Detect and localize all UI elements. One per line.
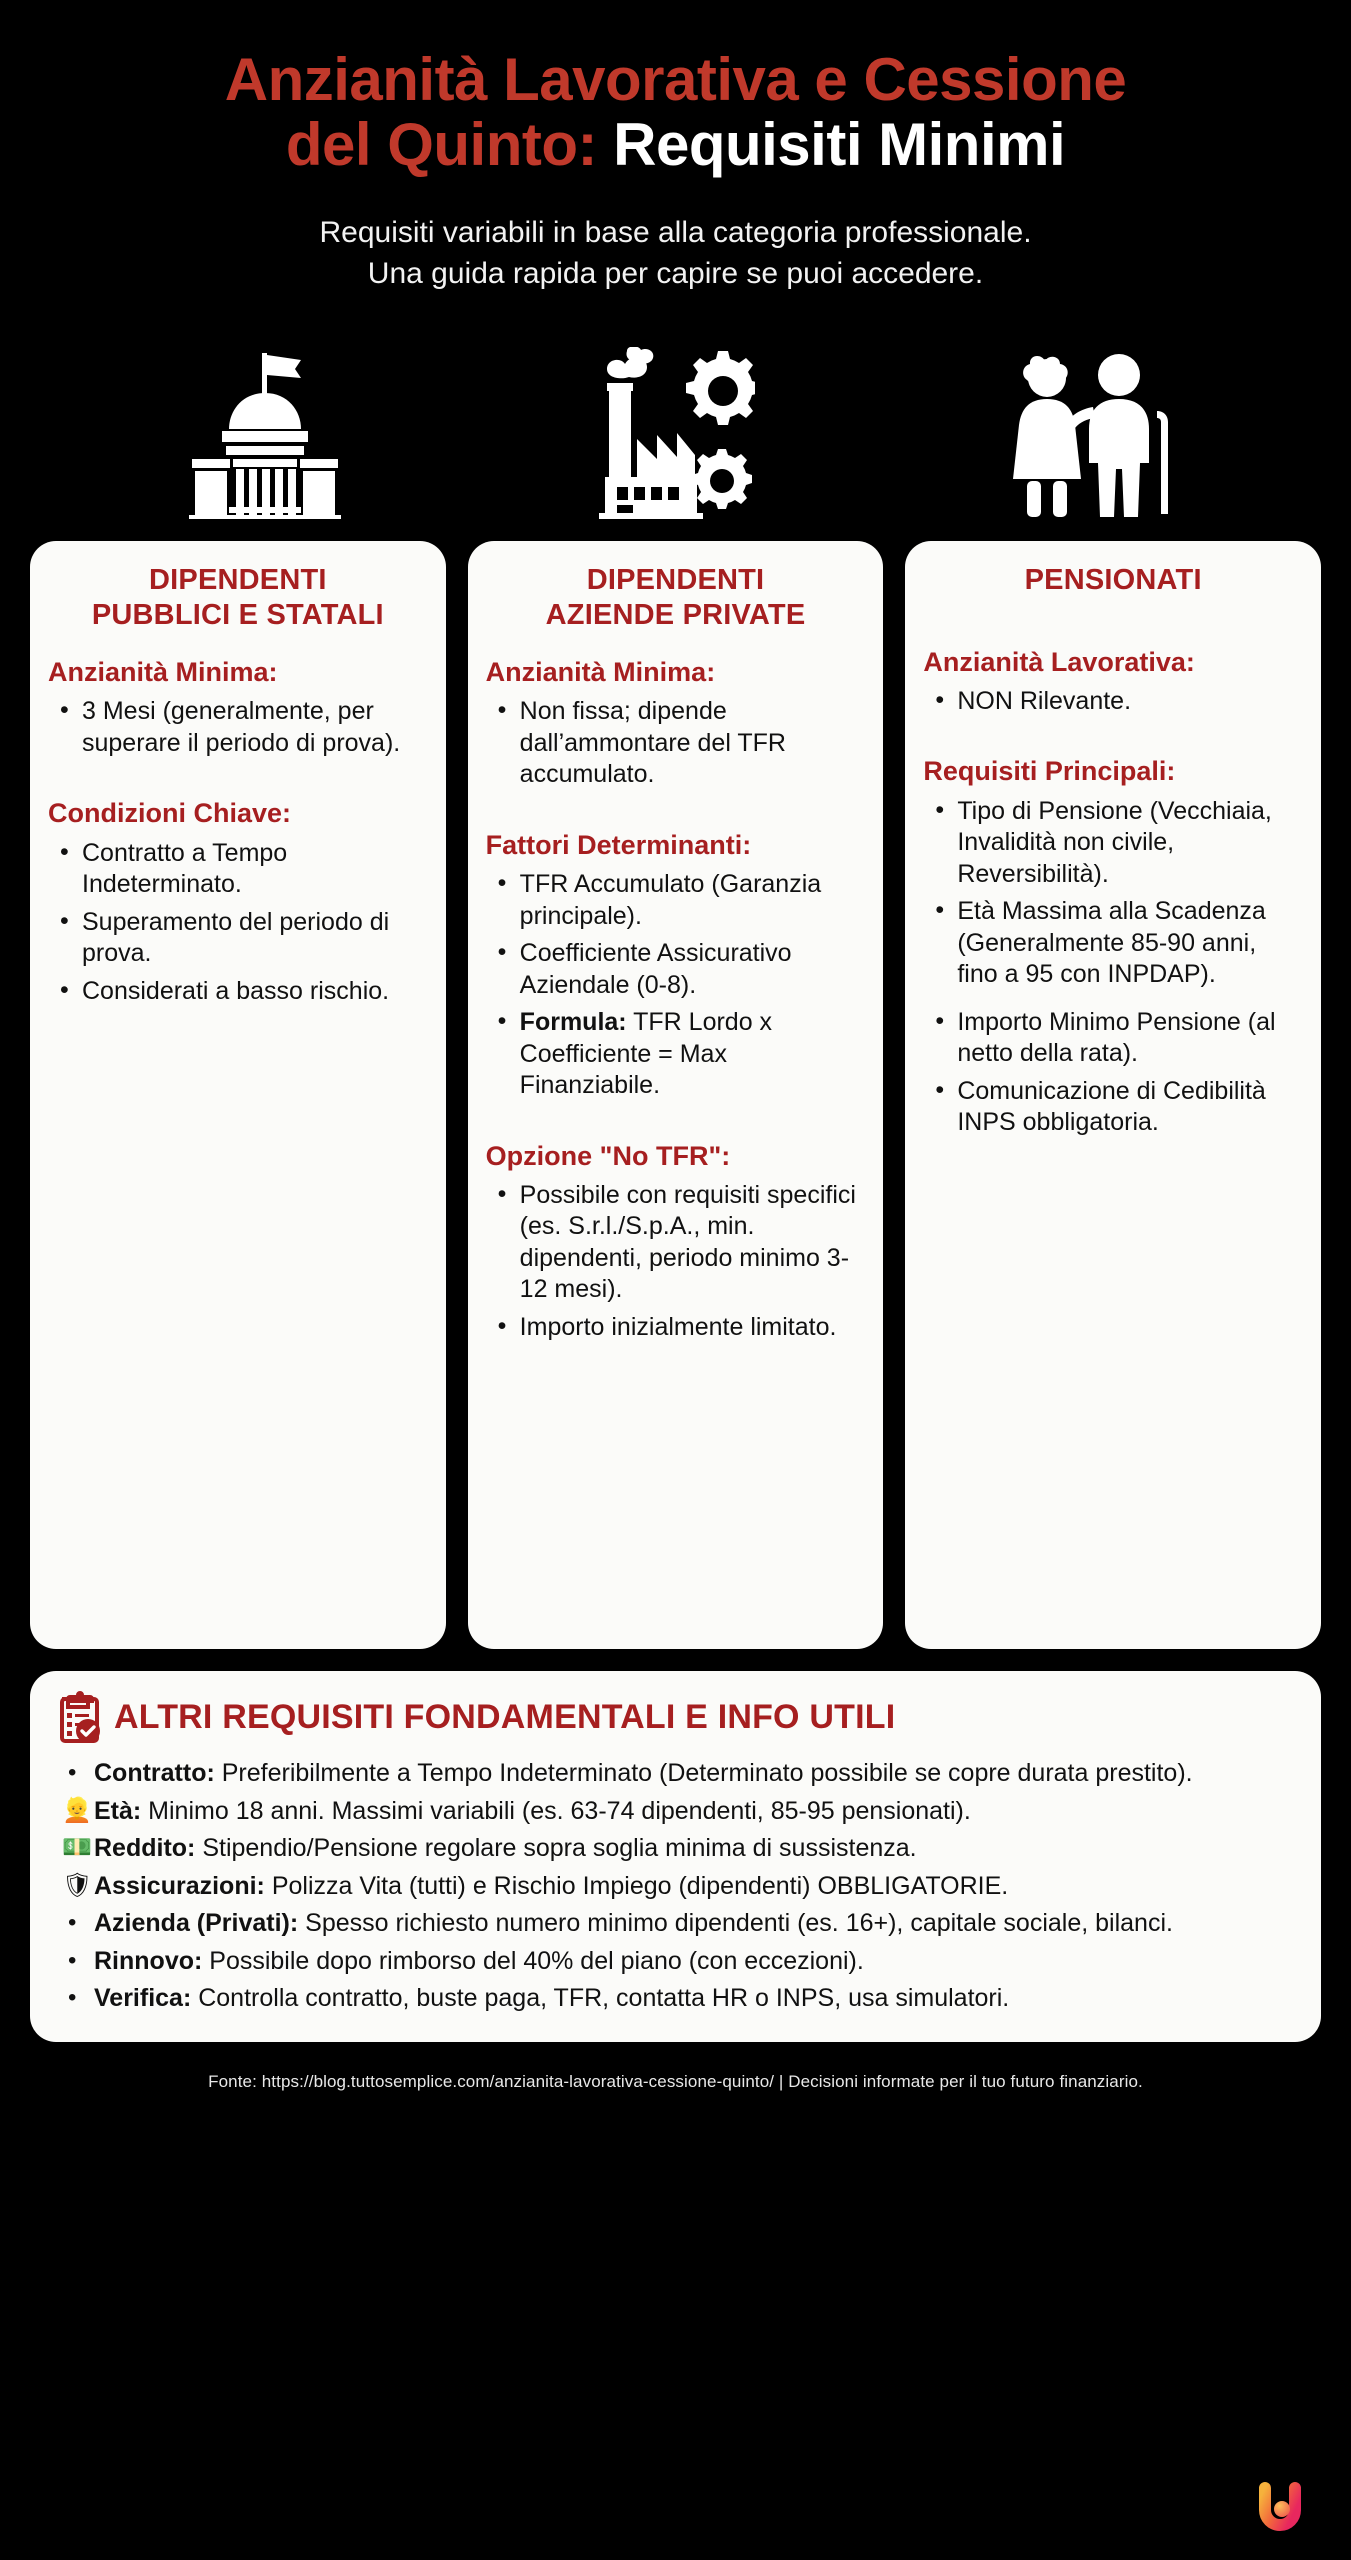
list-item: • Possibile con requisiti specifici (es. S.r.l./S.p.A., min. dipendenti, periodo minimo 3-12 mesi). — [490, 1180, 866, 1306]
spacer — [48, 759, 428, 777]
card-title — [923, 563, 1303, 597]
list-item: • Contratto a Tempo Indeterminato. — [52, 838, 428, 901]
list-item — [56, 1907, 1295, 1940]
government-building-icon — [189, 347, 341, 519]
list-item — [56, 1870, 1295, 1903]
list-item-text: Possibile dopo rimborso del 40% del piano (con eccezioni). — [202, 1946, 864, 1975]
section-list — [927, 790, 1303, 1139]
list-item: • 3 Mesi (generalmente, per superare il periodo di prova). — [52, 696, 428, 759]
icon-cell-private — [472, 347, 878, 519]
list-item: • Comunicazione di Cedibilità INPS obbligatoria. — [927, 1076, 1303, 1139]
list-item-bold: Formula: — [519, 1008, 627, 1037]
list-item — [56, 1982, 1295, 2015]
section-list — [490, 1174, 866, 1344]
subtitle-line-1: Requisiti variabili in base alla categoria professionale. — [319, 215, 1032, 249]
u-logo-icon — [1249, 2476, 1311, 2538]
section-heading: Fattori Determinanti: — [485, 829, 752, 860]
list-item: • Coefficiente Assicurativo Aziendale (0-8). — [490, 938, 866, 1001]
footer-source: Fonte: https://blog.tuttosemplice.com/anzianita-lavorativa-cessione-quinto/ | Decisioni informate per il tuo futuro finanziario. — [208, 2071, 1143, 2091]
spacer — [486, 1102, 866, 1120]
section-list — [52, 832, 428, 1008]
spacer — [486, 791, 866, 809]
list-item: • Considerati a basso rischio. — [52, 976, 428, 1008]
panel-header — [56, 1691, 1295, 1743]
section-heading: Anzianità Lavorativa: — [923, 646, 1195, 677]
spacer — [923, 608, 1303, 626]
list-item-text: TFR Lordo x Coefficiente = Max Finanziabile. — [519, 1008, 773, 1100]
page-title — [40, 48, 1311, 178]
section-heading: Requisiti Principali: — [923, 756, 1176, 787]
card-dipendenti-privati — [468, 541, 884, 1649]
section-list — [52, 690, 428, 759]
card-title-line1: DIPENDENTI — [586, 564, 765, 597]
card-title-line2: AZIENDE PRIVATE — [545, 598, 806, 631]
list-item: • Importo inizialmente limitato. — [490, 1312, 866, 1344]
section-list — [927, 680, 1303, 718]
person-emoji: 👱 — [62, 1796, 92, 1824]
list-item: • NON Rilevante. — [927, 686, 1303, 718]
title-line-1: Anzianità Lavorativa e Cessione — [224, 46, 1127, 113]
list-item — [56, 1757, 1295, 1790]
list-item-bold: Azienda (Privati): — [94, 1909, 299, 1938]
card-pensionati — [905, 541, 1321, 1649]
list-item-bold: Verifica: — [94, 1984, 192, 2013]
icon-cell-pensioners — [883, 347, 1289, 519]
list-item: • Importo Minimo Pensione (al netto della rata). — [927, 1007, 1303, 1070]
card-title-line1: DIPENDENTI — [149, 564, 327, 597]
section-heading: Anzianità Minima: — [48, 656, 278, 687]
list-item: • Non fissa; dipende dall’ammontare del TFR accumulato. — [490, 696, 866, 791]
icon-cell-public — [62, 347, 468, 519]
list-item-bold: Rinnovo: — [94, 1946, 203, 1975]
list-item-text: Polizza Vita (tutti) e Rischio Impiego (dipendenti) OBBLIGATORIE. — [264, 1871, 1009, 1900]
panel-title: ALTRI REQUISITI FONDAMENTALI E INFO UTILI — [114, 1697, 896, 1736]
other-requirements-panel — [30, 1671, 1321, 2042]
factory-gears-icon — [595, 347, 755, 519]
section-heading: Condizioni Chiave: — [48, 798, 291, 829]
gear-small — [692, 449, 752, 509]
list-item — [490, 1007, 866, 1102]
header — [0, 0, 1351, 294]
list-item-bold: Assicurazioni: — [94, 1871, 265, 1900]
list-item — [56, 1795, 1295, 1828]
title-line-2-red: del Quinto: — [285, 110, 614, 178]
subtitle — [40, 212, 1311, 295]
list-item-text: Controlla contratto, buste paga, TFR, contatta HR o INPS, usa simulatori. — [191, 1984, 1010, 2013]
subtitle-line-2: Una guida rapida per capire se puoi accedere. — [367, 256, 984, 290]
bullet-dot: • — [68, 1759, 77, 1787]
panel-list — [56, 1757, 1295, 2015]
shield-emoji: 🛡 — [62, 1871, 93, 1899]
title-line-2-white: Requisiti Minimi — [613, 110, 1066, 178]
list-item — [56, 1945, 1295, 1978]
section-heading: Opzione "No TFR": — [485, 1140, 731, 1171]
list-item — [56, 1832, 1295, 1865]
elderly-man-figure — [1066, 354, 1167, 517]
elderly-woman-figure — [1013, 356, 1081, 517]
brand-logo — [1249, 2476, 1311, 2538]
bullet-dot: • — [68, 1984, 77, 2012]
list-item: • Superamento del periodo di prova. — [52, 907, 428, 970]
gear-large — [686, 351, 755, 425]
spacer — [923, 717, 1303, 735]
list-item-text: Minimo 18 anni. Massimi variabili (es. 63-74 dipendenti, 85-95 pensionati). — [141, 1796, 971, 1825]
list-item-bold: Reddito: — [94, 1834, 196, 1863]
card-title — [48, 563, 428, 631]
card-title-line2: PUBBLICI E STATALI — [91, 598, 384, 631]
section-heading: Anzianità Minima: — [485, 656, 716, 687]
section-list — [490, 863, 866, 1102]
list-item: • Età Massima alla Scadenza (Generalmente 85-90 anni, fino a 95 con INPDAP). — [927, 896, 1303, 991]
list-item-text: Stipendio/Pensione regolare sopra soglia minima di sussistenza. — [195, 1834, 917, 1863]
list-item-text: Preferibilmente a Tempo Indeterminato (Determinato possibile se copre durata prestito). — [214, 1759, 1193, 1788]
category-icon-row — [0, 334, 1351, 519]
card-title — [486, 563, 866, 631]
card-title-line1: PENSIONATI — [1024, 564, 1202, 597]
bullet-dot: • — [68, 1946, 77, 1974]
bullet-dot: • — [68, 1909, 77, 1937]
section-list — [490, 690, 866, 791]
list-item-text: Spesso richiesto numero minimo dipendenti (es. 16+), capitale sociale, bilanci. — [298, 1909, 1173, 1938]
list-item-bold: Età: — [94, 1796, 142, 1825]
card-dipendenti-pubblici — [30, 541, 446, 1649]
list-item-bold: Contratto: — [94, 1759, 215, 1788]
elderly-couple-icon — [997, 347, 1175, 519]
clipboard-check-icon — [56, 1691, 100, 1743]
list-item: • TFR Accumulato (Garanzia principale). — [490, 869, 866, 932]
category-cards — [0, 541, 1351, 1649]
list-item: • Tipo di Pensione (Vecchiaia, Invalidità non civile, Reversibilità). — [927, 796, 1303, 891]
money-emoji: 💵 — [62, 1834, 92, 1862]
